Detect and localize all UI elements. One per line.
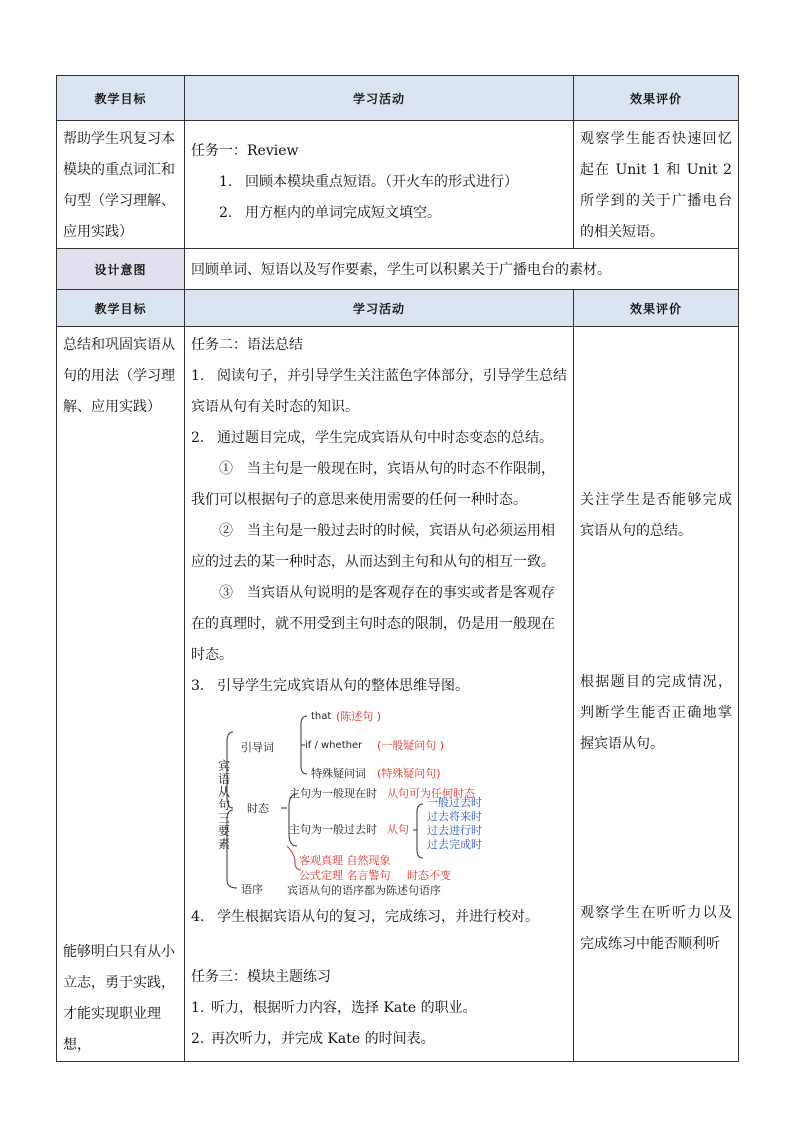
mind-map-branch-order: 语序 <box>241 883 263 896</box>
mind-map-wh: 特殊疑问词 <box>311 767 366 780</box>
object-clause-mind-map <box>191 702 567 902</box>
mind-map-ifw-note: (一般疑问句 ) <box>377 739 445 752</box>
mind-map-branch-intro: 引导词 <box>241 741 274 754</box>
mind-map-branch-tense: 时态 <box>247 802 269 815</box>
activity-task-two <box>185 327 574 1062</box>
row-task-two <box>57 327 739 1062</box>
header-evaluation: 效果评价 <box>574 76 739 121</box>
evaluation-mastery: 根据题目的完成情况，判断学生能否正确地掌握宾语从句。 <box>580 674 732 752</box>
mind-map-truth-2: 公式定理 名言警句 <box>299 869 391 882</box>
mind-map-root: 宾语从句三要素 <box>217 759 230 851</box>
mind-map-present: 主句为一般现在时 <box>289 787 377 800</box>
activity-task-one <box>185 121 574 249</box>
tense-rule-3: ③ 当宾语从句说明的是客观存在的事实或者是客观存在的真理时，就不用受到主句时态的限制，仍是用一般现在时态。 <box>191 585 555 663</box>
task-two-step: 3. 引导学生完成宾语从句的整体思维导图。 <box>191 678 469 694</box>
task-two-step: 2. 通过题目完成，学生完成宾语从句中时态变态的总结。 <box>191 430 553 446</box>
mind-map-wh-note: (特殊疑问句) <box>377 767 441 780</box>
task-two-step: 4. 学生根据宾语从句的复习，完成练习，并进行校对。 <box>191 909 539 925</box>
evaluation-task-two <box>574 327 739 1062</box>
mind-map-order-note: 宾语从句的语序都为陈述句语序 <box>287 884 441 897</box>
header-goal: 教学目标 <box>57 76 185 121</box>
task-two-step: 1. 阅读句子，并引导学生关注蓝色字体部分，引导学生总结宾语从句有关时态的知识。 <box>191 368 567 415</box>
mind-map-ifw: if / whether <box>305 740 363 751</box>
task-one-item: 2. 用方框内的单词完成短文填空。 <box>219 205 441 221</box>
task-one-item: 1. 回顾本模块重点短语。（开火车的形式进行） <box>219 174 518 190</box>
design-intent-label: 设计意图 <box>57 249 185 290</box>
mind-map-that: that <box>311 711 332 722</box>
header-activity: 学习活动 <box>185 76 574 121</box>
goal-task-three: 能够明白只有从小立志，勇于实践，才能实现职业理想， <box>63 944 175 1053</box>
mind-map-past-tense: 过去进行时 <box>427 824 482 837</box>
design-intent-text: 回顾单词、短语以及写作要素，学生可以积累关于广播电台的素材。 <box>185 249 739 290</box>
mind-map-past-tense: 过去完成时 <box>427 838 482 851</box>
design-intent-row <box>57 249 739 290</box>
mind-map-that-note: (陈述句 ) <box>336 710 382 723</box>
task-three-item: 1. 听力，根据听力内容，选择 Kate 的职业。 <box>191 1000 477 1016</box>
task-two-title: 任务二：语法总结 <box>191 337 303 353</box>
header-activity-2: 学习活动 <box>185 290 574 327</box>
mind-map-past-tense: 一般过去时 <box>427 796 482 809</box>
header-goal-2: 教学目标 <box>57 290 185 327</box>
goal-task-one: 帮助学生巩复习本模块的重点词汇和句型（学习理解、应用实践） <box>57 121 185 249</box>
evaluation-task-one: 观察学生能否快速回忆起在 Unit 1 和 Unit 2 所学到的关于广播电台的相关短语。 <box>574 121 739 249</box>
mind-map-past: 主句为一般过去时 <box>289 823 377 836</box>
lesson-plan-table <box>56 75 739 1062</box>
row-task-one <box>57 121 739 249</box>
task-three-title: 任务三：模块主题练习 <box>191 969 331 985</box>
task-one-title: 任务一：Review <box>191 143 299 159</box>
mind-map-past-tense: 过去将来时 <box>427 810 482 823</box>
goal-task-two: 总结和巩固宾语从句的用法（学习理解、应用实践） 能够明白只有从小立志，勇于实践，才能实现职业理想， <box>57 327 185 1062</box>
header-row <box>57 76 739 121</box>
evaluation-summary: 关注学生是否能够完成宾语从句的总结。 <box>580 492 732 539</box>
mind-map-truth-1: 客观真理 自然现象 <box>299 854 391 867</box>
mind-map-present-note: 从句可为任何时态 <box>387 787 475 800</box>
header-evaluation-2: 效果评价 <box>574 290 739 327</box>
evaluation-task-three: 观察学生在听听力以及完成练习中能否顺利听 <box>580 905 732 952</box>
header-row-2 <box>57 290 739 327</box>
tense-rule-1: ① 当主句是一般现在时，宾语从句的时态不作限制，我们可以根据句子的意思来使用需要的任何一种时态。 <box>191 461 555 508</box>
task-three-item: 2. 再次听力，并完成 Kate 的时间表。 <box>191 1031 435 1047</box>
mind-map-truth-3: 时态不变 <box>407 869 451 882</box>
mind-map-past-note: 从句 <box>387 823 409 836</box>
tense-rule-2: ② 当主句是一般过去时的时候，宾语从句必须运用相应的过去的某一种时态，从而达到主句和从句的相互一致。 <box>191 523 555 570</box>
